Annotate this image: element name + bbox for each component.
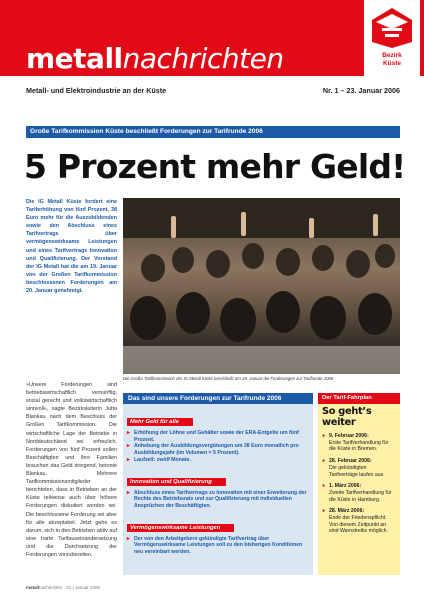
masthead (0, 0, 424, 76)
schedule-box (318, 393, 400, 575)
list-item: ▸ Abschluss eines Tarifvertrags zu Innovation mit einer Erweiterung der Rechte des Betriebsrats und zur Qualifizierung mit individuellen Ansprüchen der Beschäftigten. (127, 489, 307, 509)
logo-region-label: Bezirk Küste (382, 52, 402, 67)
list-item: ● 9. Februar 2006: Erste Tarifverhandlung für die Küste in Bremen. (322, 433, 389, 453)
footer: metallnachrichten · 01 | Januar 2006 (26, 585, 100, 590)
igmetall-logo (364, 0, 420, 76)
arrow-bullet-icon: ▸ (127, 430, 130, 436)
lead-paragraph: Die IG Metall Küste fordert eine Tariferhöhung von fünf Prozent, 38 Euro mehr für die Auszubildenden sowie den Abschluss eines Tarifvertrags über vermögenswirksame Leistungen und eines Tarifvertrags Innovation und Qualifizierung. Der Vorstand der IG Metall hat die am 19. Januar von der Großen Tarifkommission beschlossenen Forderungen am 20. Januar genehmigt. (26, 199, 117, 295)
list-item: ▸ Anhebung der Ausbildungsvergütungen um 38 Euro monatlich pro Ausbildungsjahr (im Volumen = 5 Prozent). (127, 443, 299, 457)
newsletter-title: metallnachrichten (26, 42, 284, 75)
demands-header: Das sind unsere Forderungen zur Tarifrunde 2006 (123, 393, 313, 404)
schedule-header: Der Tarif-Fahrplan (318, 393, 400, 404)
list-item: ▸ Der von den Arbeitgebern gekündigte Tarifvertrag über Vermögenswirksame Leistungen soll zu den bisherigen Konditionen neu vereinbart werden. (127, 535, 303, 556)
subhead (26, 86, 400, 95)
list-item: ▸ Laufzeit: zwölf Monate. (127, 456, 191, 463)
issue-number: Nr. 1 – 23. Januar 2006 (322, 86, 400, 95)
photo-illustration (123, 198, 400, 374)
union-flag-icon (370, 6, 414, 50)
demands-box (123, 393, 313, 575)
bullet-icon: ● (322, 433, 326, 439)
list-item: ● 28. Februar 2006: Die gekündigten Tarifverträge laufen aus. (322, 458, 385, 478)
bullet-icon: ● (322, 483, 326, 490)
photo-caption: Die Große Tarifkommission der IG Metall Küste beschließt am 19. Januar die Forderungen zur Tarifrunde 2006 (123, 376, 334, 381)
topic-banner: Große Tarifkommission Küste beschließt Forderungen zur Tarifrunde 2006 (26, 126, 400, 138)
body-paragraph: »Unsere Forderungen sind betriebswirtschaftlich vernünftig, sozial gerecht und volkswirtschaftlich sinnvoll«, sagte Bezirksleiterin Jutta Blankau nach dem Beschluss der Großen Tarifkommission. Die wirtschaftliche Lage der Betriebe in Norddeutschland sei erfreulich. Forderungen von fünf Prozent sollen Beschäftigten und Ihre Familien brauchen das Geld dringend, betonte Blankau. Mehrere Tarifkommissionsmitglieder berichteten, dass in Betrieben an der Küste teilweise auch über höhere Forderungen diskutiert worden sei. Die beschlossene Forderung sei aber für alle akzeptabel. Jetzt gehe es darum, sich in den Betrieben aktiv auf eine harte Tarifauseinandersetzung und die Durchsetzung der Forderungen vorzubereiten. (26, 382, 117, 558)
headline: 5 Prozent mehr Geld! (24, 147, 406, 186)
list-item: ▸ Erhöhung der Löhne und Gehälter sowie der ERA-Entgelte um fünf Prozent. (127, 430, 299, 443)
schedule-title: So geht’s weiter (322, 406, 372, 428)
meeting-photo (123, 198, 400, 374)
demand-section (127, 410, 309, 464)
demand-section (127, 470, 309, 510)
list-item: ● 28. März 2006: Ende der Friedenspflicht. Von diesem Zeitpunkt an sind Warnstreiks möglich. (322, 508, 388, 535)
bullet-icon: ● (322, 458, 326, 465)
tagline: Metall- und Elektroindustrie an der Küste (26, 86, 167, 95)
bullet-icon: ● (322, 508, 326, 515)
demand-section (127, 516, 309, 556)
section-label: Mehr Geld für alle (127, 418, 193, 426)
arrow-bullet-icon: ▸ (127, 443, 130, 450)
section-label: Innovation und Qualifizierung (127, 478, 226, 486)
list-item: ● 1. März 2006: Zweite Tarifverhandlung für die Küste in Hamburg. (322, 483, 392, 503)
arrow-bullet-icon: ▸ (127, 456, 130, 463)
section-label: Vermögenswirksame Leistungen (127, 524, 234, 532)
arrow-bullet-icon: ▸ (127, 489, 130, 496)
arrow-bullet-icon: ▸ (127, 535, 130, 542)
